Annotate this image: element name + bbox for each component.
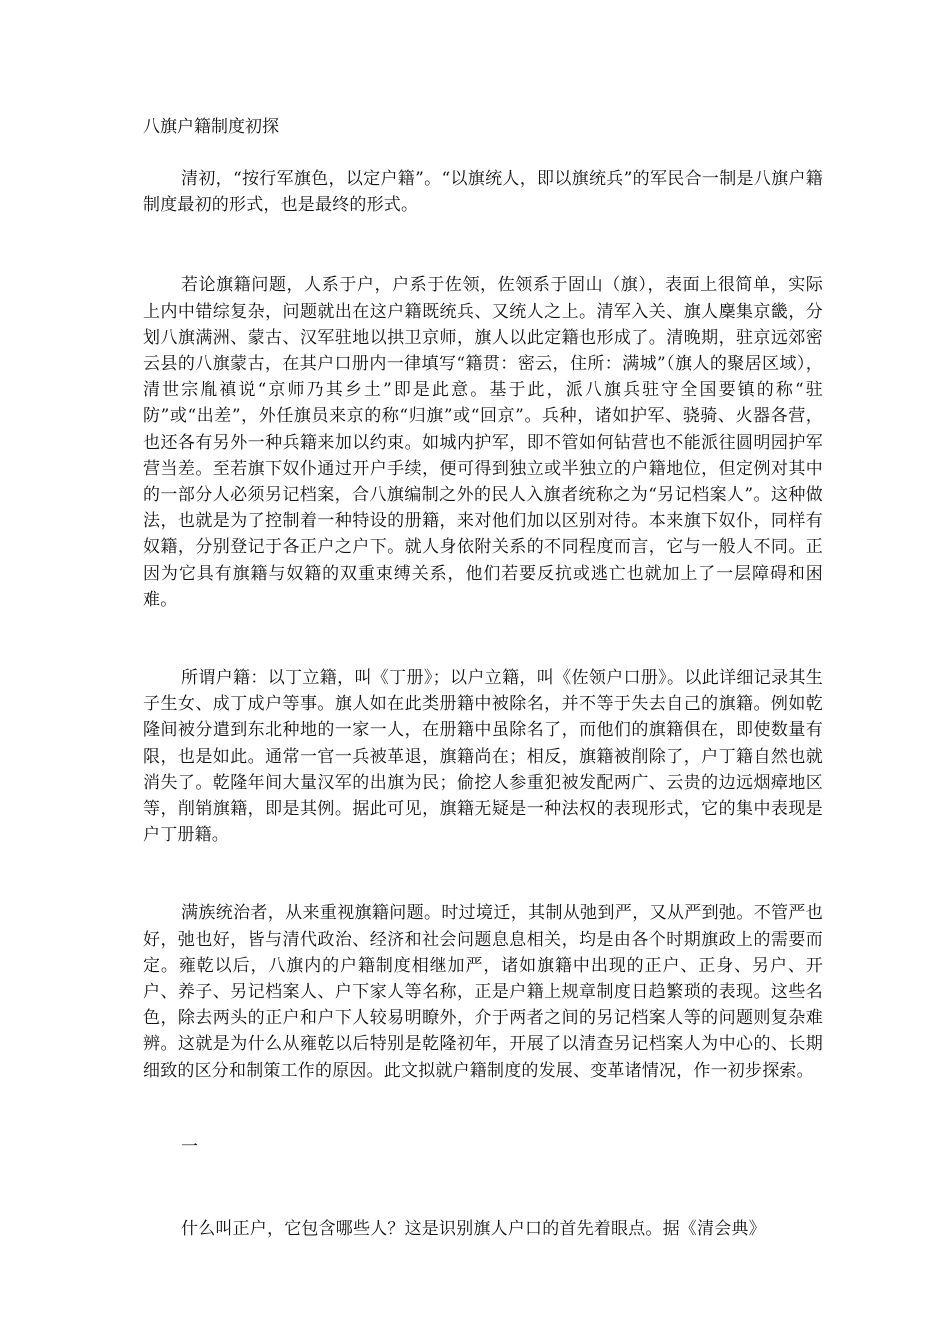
- paragraph-intro: 清初，“按行军旗色，以定户籍”。“以旗统人，即以旗统兵”的军民合一制是八旗户籍制度最初的形式，也是最终的形式。: [143, 169, 823, 216]
- section-heading-one: 一: [181, 1136, 199, 1157]
- paragraph-registry-books: 所谓户籍：以丁立籍，叫《丁册》；以户立籍，叫《佐领户口册》。以此详细记录其生子生女、成丁成户等事。旗人如在此类册籍中被除名，并不等于失去自己的旗籍。例如乾隆间被分遣到东北种地的一家一人，在册籍中虽除名了，而他们的旗籍俱在，即使数量有限，也是如此。通常一官一兵被革退，旗籍尚在；相反，旗籍被削除了，户丁籍自然也就消失了。乾隆年间大量汉军的出旗为民；偷挖人参重犯被发配两广、云贵的边远烟瘴地区等，削销旗籍，即是其例。据此可见，旗籍无疑是一种法权的表现形式，它的集中表现是户丁册籍。: [143, 668, 823, 846]
- paragraph-manchu-rulers: 满族统治者，从来重视旗籍问题。时过境迁，其制从弛到严，又从严到弛。不管严也好，弛也好，皆与清代政治、经济和社会问题息息相关，均是由各个时期旗政上的需要而定。雍乾以后，八旗内的户籍制度相继加严，诸如旗籍中出现的正户、正身、另户、开户、养子、另记档案人、户下家人等名称，正是户籍上规章制度日趋繁琐的表现。这些名色，除去两头的正户和户下人较易明瞭外，介于两者之间的另记档案人等的问题则复杂难辨。这就是为什么从雍乾以后特别是乾隆初年，开展了以清查另记档案人为中心的、长期细致的区分和制策工作的原因。此文拟就户籍制度的发展、变革诸情况，作一初步探索。: [143, 903, 823, 1081]
- paragraph-zhenghu: 什么叫正户，它包含哪些人？这是识别旗人户口的首先着眼点。据《清会典》: [181, 1219, 766, 1240]
- document-page: [143, 104, 823, 1242]
- document-title: 八旗户籍制度初探: [143, 117, 279, 137]
- paragraph-household-registry: 若论旗籍问题，人系于户，户系于佐领，佐领系于固山（旗），表面上很简单，实际上内中错综复杂，问题就出在这户籍既统兵、又统人之上。清军入关、旗人麇集京畿，分划八旗满洲、蒙古、汉军驻地以拱卫京师，旗人以此定籍也形成了。清晚期，驻京远郊密云县的八旗蒙古，在其户口册内一律填写“籍贯：密云，住所：满城”（旗人的聚居区域），清世宗胤禛说“京师乃其乡土”即是此意。基于此，派八旗兵驻守全国要镇的称“驻防”或“出差”，外任旗员来京的称“归旗”或“回京”。兵种，诸如护军、骁骑、火器各营，也还各有另外一种兵籍来加以约束。如城内护军，即不管如何钻营也不能派往圆明园护军营当差。至若旗下奴仆通过开户手续，便可得到独立或半独立的户籍地位，但定例对其中的一部分人必须另记档案，合八旗编制之外的民人入旗者统称之为“另记档案人”。这种做法，也就是为了控制着一种特设的册籍，来对他们加以区别对待。本来旗下奴仆，同样有奴籍，分别登记于各正户之户下。就人身依附关系的不同程度而言，它与一般人不同。正因为它具有旗籍与奴籍的双重束缚关系，他们若要反抗或逃亡也就加上了一层障碍和困难。: [143, 275, 823, 610]
